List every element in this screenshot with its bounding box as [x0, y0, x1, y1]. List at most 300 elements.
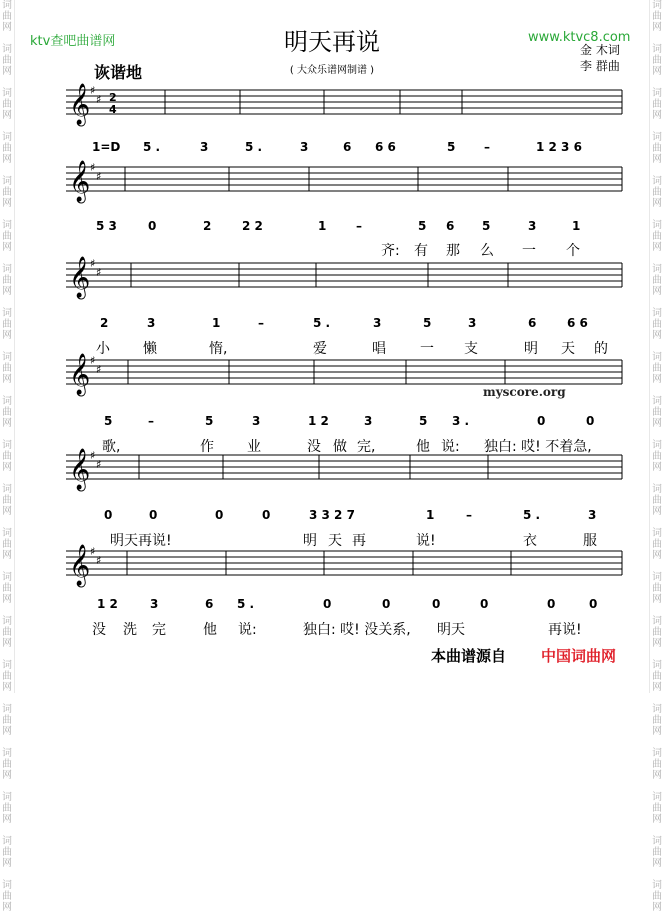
sharp-icon: ♯: [96, 363, 102, 376]
watermark-glyph: 词: [652, 396, 662, 407]
staff-system: [66, 84, 626, 125]
lyric-word: 惰,: [209, 341, 228, 357]
watermark-gap: [0, 341, 14, 352]
composer-credit: 李 群曲: [580, 59, 620, 73]
watermark-gap: [0, 253, 14, 264]
watermark-gap: [650, 165, 664, 176]
jianpu-note: 0: [215, 508, 224, 522]
treble-clef-icon: 𝄞: [69, 449, 91, 490]
watermark-glyph: 词: [652, 264, 662, 275]
watermark-gap: [650, 77, 664, 88]
watermark-glyph: 词: [2, 176, 12, 187]
source-label: 本曲谱源自: [431, 647, 507, 665]
lyric-word: 说:: [238, 622, 257, 638]
watermark-glyph: 网: [2, 770, 12, 781]
jianpu-note: 3: [300, 140, 309, 154]
lyric-word: 说!: [416, 533, 436, 549]
jianpu-note: 3: [147, 316, 156, 330]
sharp-icon: ♯: [96, 458, 102, 471]
jianpu-note: 5 .: [143, 140, 161, 154]
watermark-glyph: 词: [652, 616, 662, 627]
watermark-glyph: 词: [652, 484, 662, 495]
jianpu-note: 0: [148, 219, 157, 233]
watermark-gap: [0, 121, 14, 132]
jianpu-note: 6 6: [567, 316, 588, 330]
watermark-glyph: 词: [652, 352, 662, 363]
jianpu-note: 3: [373, 316, 382, 330]
watermark-glyph: 词: [2, 484, 12, 495]
watermark-glyph: 词: [2, 616, 12, 627]
jianpu-note: 5 .: [237, 597, 255, 611]
treble-clef-icon: 𝄞: [69, 84, 91, 125]
watermark-glyph: 曲: [2, 891, 12, 902]
watermark-glyph: 曲: [652, 891, 662, 902]
watermark-glyph: 曲: [2, 715, 12, 726]
watermark-glyph: 网: [652, 462, 662, 473]
watermark-glyph: 词: [2, 792, 12, 803]
staff-system: [66, 545, 626, 586]
jianpu-note: 6: [205, 597, 214, 611]
lyric-word: 明: [524, 341, 538, 357]
lyric-word: 有: [414, 243, 428, 259]
watermark-glyph: 曲: [652, 143, 662, 154]
watermark-glyph: 曲: [2, 583, 12, 594]
watermark-gap: [0, 429, 14, 440]
watermark-glyph: 网: [652, 550, 662, 561]
lyric-word: 明天: [437, 622, 465, 638]
watermark-glyph: 词: [2, 704, 12, 715]
treble-clef-icon: 𝄞: [69, 257, 91, 298]
lyric-word: 那: [446, 243, 460, 259]
watermark-glyph: 网: [652, 814, 662, 825]
watermark-gap: [0, 737, 14, 748]
staff-system: [66, 161, 626, 202]
watermark-glyph: 曲: [2, 539, 12, 550]
jianpu-note: 3: [200, 140, 209, 154]
lyric-word: 做: [333, 439, 347, 455]
lyric-word: 一: [522, 243, 536, 259]
watermark-glyph: 词: [2, 660, 12, 671]
watermark-gap: [0, 649, 14, 660]
jianpu-note: 6: [528, 316, 537, 330]
watermark-glyph: 词: [2, 132, 12, 143]
watermark-glyph: 网: [652, 902, 662, 913]
time-signature: 4: [109, 103, 117, 116]
watermark-glyph: 词: [652, 440, 662, 451]
watermark-glyph: 网: [2, 682, 12, 693]
watermark-gap: [0, 561, 14, 572]
watermark-gap: [0, 473, 14, 484]
watermark-glyph: 词: [652, 836, 662, 847]
watermark-gap: [0, 165, 14, 176]
jianpu-note: 0: [537, 414, 546, 428]
watermark-gap: [0, 517, 14, 528]
lyric-word: 天: [561, 341, 575, 357]
jianpu-note: 6 6: [375, 140, 396, 154]
watermark-gap: [650, 209, 664, 220]
watermark-gap: [650, 385, 664, 396]
jianpu-note: 0: [262, 508, 271, 522]
watermark-glyph: 曲: [2, 11, 12, 22]
watermark-glyph: 曲: [2, 363, 12, 374]
watermark-glyph: 曲: [652, 99, 662, 110]
jianpu-note: 0: [104, 508, 113, 522]
watermark-glyph: 曲: [2, 187, 12, 198]
jianpu-note: 5: [447, 140, 456, 154]
watermark-gap: [0, 605, 14, 616]
watermark-glyph: 曲: [2, 671, 12, 682]
watermark-glyph: 词: [2, 264, 12, 275]
watermark-glyph: 词: [652, 132, 662, 143]
watermark-glyph: 网: [2, 638, 12, 649]
watermark-gap: [650, 825, 664, 836]
jianpu-note: 5: [205, 414, 214, 428]
jianpu-note: 5: [482, 219, 491, 233]
jianpu-note: 5 .: [245, 140, 263, 154]
watermark-glyph: 词: [652, 572, 662, 583]
jianpu-note: 5 .: [523, 508, 541, 522]
watermark-glyph: 曲: [2, 451, 12, 462]
lyric-word: 再说!: [548, 622, 582, 638]
jianpu-note: 0: [589, 597, 598, 611]
jianpu-note: 5: [423, 316, 432, 330]
watermark-gap: [0, 297, 14, 308]
lyric-word: 齐:: [381, 243, 400, 259]
watermark-glyph: 网: [652, 374, 662, 385]
jianpu-note: 1: [212, 316, 221, 330]
lyric-word: 支: [464, 341, 478, 357]
watermark-glyph: 曲: [2, 99, 12, 110]
watermark-glyph: 网: [2, 330, 12, 341]
watermark-gap: [650, 297, 664, 308]
watermark-glyph: 曲: [652, 803, 662, 814]
watermark-glyph: 曲: [652, 715, 662, 726]
lyric-word: 业: [247, 439, 261, 455]
watermark-glyph: 曲: [2, 627, 12, 638]
watermark-glyph: 网: [2, 418, 12, 429]
watermark-gap: [650, 429, 664, 440]
watermark-gap: [650, 649, 664, 660]
lyric-word: 他: [416, 439, 430, 455]
lyric-word: 小: [96, 341, 110, 357]
watermark-glyph: 词: [2, 836, 12, 847]
jianpu-note: 1=D: [92, 140, 121, 154]
lyric-word: 一: [420, 341, 434, 357]
watermark-glyph: 曲: [652, 363, 662, 374]
sharp-icon: ♯: [90, 84, 96, 97]
watermark-glyph: 网: [652, 770, 662, 781]
lyric-word: 明天再说!: [110, 533, 172, 549]
jianpu-note: 0: [382, 597, 391, 611]
jianpu-note: 3: [150, 597, 159, 611]
watermark-glyph: 曲: [652, 275, 662, 286]
lyric-word: 没: [307, 439, 321, 455]
watermark-glyph: 曲: [652, 847, 662, 858]
jianpu-note: 5 3: [96, 219, 117, 233]
lyric-word: 作: [200, 439, 214, 455]
sharp-icon: ♯: [90, 545, 96, 558]
watermark-glyph: 曲: [2, 143, 12, 154]
watermark-glyph: 网: [652, 594, 662, 605]
watermark-glyph: 曲: [2, 55, 12, 66]
site-url-right: www.ktvc8.com: [528, 30, 631, 45]
watermark-glyph: 曲: [2, 495, 12, 506]
watermark-glyph: 词: [652, 528, 662, 539]
jianpu-note: –: [484, 140, 490, 154]
watermark-glyph: 曲: [652, 231, 662, 242]
watermark-glyph: 词: [2, 748, 12, 759]
watermark-glyph: 词: [2, 572, 12, 583]
lyric-word: 天: [328, 533, 342, 549]
watermark-glyph: 网: [2, 66, 12, 77]
lyric-word: 么: [480, 243, 494, 259]
watermark-glyph: 网: [652, 22, 662, 33]
watermark-glyph: 词: [652, 704, 662, 715]
jianpu-note: 5: [104, 414, 113, 428]
watermark-glyph: 词: [2, 880, 12, 891]
watermark-gap: [0, 77, 14, 88]
lyric-word: 他: [203, 622, 217, 638]
watermark-glyph: 曲: [652, 319, 662, 330]
jianpu-note: 5 .: [313, 316, 331, 330]
jianpu-note: 0: [323, 597, 332, 611]
jianpu-note: 0: [432, 597, 441, 611]
jianpu-note: –: [258, 316, 264, 330]
watermark-glyph: 网: [2, 858, 12, 869]
watermark-text: myscore.org: [483, 385, 566, 399]
watermark-glyph: 曲: [652, 11, 662, 22]
lyric-word: 懒: [143, 341, 157, 357]
page-title: 明天再说: [284, 28, 380, 56]
watermark-glyph: 词: [652, 0, 662, 11]
watermark-glyph: 网: [2, 110, 12, 121]
watermark-gap: [650, 605, 664, 616]
watermark-glyph: 网: [652, 682, 662, 693]
lyric-word: 明: [303, 533, 317, 549]
sharp-icon: ♯: [90, 257, 96, 270]
watermark-glyph: 曲: [2, 319, 12, 330]
watermark-gap: [650, 253, 664, 264]
lyric-word: 衣: [523, 533, 537, 549]
sharp-icon: ♯: [90, 161, 96, 174]
watermark-glyph: 词: [2, 220, 12, 231]
watermark-glyph: 词: [2, 88, 12, 99]
watermark-glyph: 网: [652, 198, 662, 209]
watermark-gap: [650, 473, 664, 484]
jianpu-note: –: [148, 414, 154, 428]
subtitle: ( 大众乐谱网制谱 ): [289, 65, 375, 76]
jianpu-note: 1 2: [97, 597, 118, 611]
watermark-gap: [0, 913, 14, 924]
watermark-gap: [0, 385, 14, 396]
time-signature: 2: [109, 91, 117, 104]
lyric-word: 的: [594, 341, 608, 357]
watermark-glyph: 曲: [652, 451, 662, 462]
jianpu-note: 5: [419, 414, 428, 428]
watermark-glyph: 网: [652, 330, 662, 341]
watermark-glyph: 网: [2, 154, 12, 165]
jianpu-note: 6: [343, 140, 352, 154]
jianpu-note: 0: [480, 597, 489, 611]
watermark-gap: [650, 737, 664, 748]
jianpu-note: 2: [203, 219, 212, 233]
watermark-gap: [650, 693, 664, 704]
watermark-gap: [0, 825, 14, 836]
jianpu-note: 3 3 2 7: [309, 508, 355, 522]
sharp-icon: ♯: [96, 170, 102, 183]
jianpu-note: –: [356, 219, 362, 233]
jianpu-note: 6: [446, 219, 455, 233]
side-watermark-left: [0, 0, 15, 913]
watermark-glyph: 网: [652, 726, 662, 737]
lyric-word: 服: [583, 533, 597, 549]
lyric-word: 个: [566, 243, 580, 259]
watermark-glyph: 网: [2, 550, 12, 561]
watermark-gap: [0, 209, 14, 220]
lyric-word: 独白: 哎! 不着急,: [484, 439, 592, 455]
jianpu-note: 0: [586, 414, 595, 428]
lyric-word: 唱: [372, 341, 386, 357]
jianpu-note: 0: [149, 508, 158, 522]
watermark-glyph: 曲: [652, 55, 662, 66]
watermark-glyph: 网: [652, 858, 662, 869]
watermark-glyph: 曲: [2, 803, 12, 814]
watermark-glyph: 词: [652, 792, 662, 803]
source-site: 中国词曲网: [541, 647, 617, 665]
watermark-glyph: 网: [2, 594, 12, 605]
lyric-word: 完,: [357, 439, 376, 455]
jianpu-note: 3 .: [452, 414, 470, 428]
watermark-glyph: 网: [2, 286, 12, 297]
jianpu-note: 3: [468, 316, 477, 330]
watermark-glyph: 网: [2, 198, 12, 209]
watermark-glyph: 词: [2, 44, 12, 55]
jianpu-note: 1: [318, 219, 327, 233]
watermark-glyph: 网: [2, 462, 12, 473]
watermark-glyph: 网: [2, 726, 12, 737]
jianpu-note: 2: [100, 316, 109, 330]
watermark-glyph: 词: [2, 396, 12, 407]
watermark-gap: [650, 121, 664, 132]
watermark-glyph: 曲: [652, 495, 662, 506]
lyricist-credit: 金 木词: [580, 43, 620, 57]
side-watermark-right: [649, 0, 664, 913]
watermark-glyph: 曲: [652, 539, 662, 550]
watermark-glyph: 词: [652, 176, 662, 187]
jianpu-note: 5: [418, 219, 427, 233]
jianpu-note: 1: [572, 219, 581, 233]
watermark-glyph: 词: [2, 528, 12, 539]
watermark-glyph: 网: [2, 814, 12, 825]
watermark-glyph: 曲: [652, 671, 662, 682]
watermark-glyph: 曲: [2, 231, 12, 242]
watermark-glyph: 网: [652, 110, 662, 121]
watermark-glyph: 词: [2, 352, 12, 363]
watermark-glyph: 词: [652, 308, 662, 319]
jianpu-note: 3: [528, 219, 537, 233]
watermark-glyph: 曲: [652, 759, 662, 770]
watermark-gap: [650, 517, 664, 528]
watermark-glyph: 曲: [652, 187, 662, 198]
treble-clef-icon: 𝄞: [69, 354, 91, 395]
staff-system: [66, 449, 626, 490]
sharp-icon: ♯: [96, 554, 102, 567]
watermark-glyph: 曲: [2, 275, 12, 286]
lyric-word: 没: [92, 622, 106, 638]
jianpu-note: 3: [252, 414, 261, 428]
watermark-gap: [650, 341, 664, 352]
watermark-glyph: 网: [2, 22, 12, 33]
treble-clef-icon: 𝄞: [69, 545, 91, 586]
lyric-word: 歌,: [102, 439, 121, 455]
watermark-glyph: 网: [2, 374, 12, 385]
watermark-gap: [650, 869, 664, 880]
watermark-gap: [650, 913, 664, 924]
lyric-word: 洗: [123, 622, 137, 638]
watermark-glyph: 曲: [2, 759, 12, 770]
watermark-gap: [0, 693, 14, 704]
tempo-marking: 诙谐地: [94, 63, 143, 82]
watermark-glyph: 曲: [652, 407, 662, 418]
sharp-icon: ♯: [96, 266, 102, 279]
jianpu-note: 3: [364, 414, 373, 428]
watermark-glyph: 词: [2, 0, 12, 11]
watermark-gap: [650, 561, 664, 572]
jianpu-note: 1 2 3 6: [536, 140, 582, 154]
watermark-glyph: 词: [652, 220, 662, 231]
watermark-glyph: 网: [2, 506, 12, 517]
watermark-gap: [650, 781, 664, 792]
jianpu-note: 1: [426, 508, 435, 522]
watermark-glyph: 曲: [652, 583, 662, 594]
sharp-icon: ♯: [90, 354, 96, 367]
sharp-icon: ♯: [90, 449, 96, 462]
lyric-word: 说:: [441, 439, 460, 455]
watermark-gap: [0, 869, 14, 880]
lyric-word: 完: [152, 622, 166, 638]
watermark-glyph: 网: [652, 638, 662, 649]
watermark-glyph: 网: [652, 418, 662, 429]
watermark-gap: [0, 781, 14, 792]
watermark-glyph: 词: [652, 880, 662, 891]
lyric-word: 爱: [313, 341, 327, 357]
watermark-glyph: 网: [652, 242, 662, 253]
watermark-glyph: 曲: [2, 847, 12, 858]
watermark-glyph: 曲: [652, 627, 662, 638]
lyric-word: 再: [352, 533, 366, 549]
watermark-glyph: 网: [652, 66, 662, 77]
jianpu-note: 2 2: [242, 219, 263, 233]
jianpu-note: 0: [547, 597, 556, 611]
watermark-glyph: 网: [652, 154, 662, 165]
watermark-glyph: 词: [652, 88, 662, 99]
jianpu-note: 1 2: [308, 414, 329, 428]
watermark-glyph: 词: [652, 660, 662, 671]
watermark-glyph: 网: [652, 286, 662, 297]
watermark-glyph: 词: [652, 44, 662, 55]
jianpu-note: 3: [588, 508, 597, 522]
watermark-glyph: 词: [652, 748, 662, 759]
watermark-glyph: 网: [2, 902, 12, 913]
watermark-glyph: 词: [2, 308, 12, 319]
jianpu-note: –: [466, 508, 472, 522]
treble-clef-icon: 𝄞: [69, 161, 91, 202]
lyric-word: 独白: 哎! 没关系,: [303, 622, 411, 638]
watermark-glyph: 网: [652, 506, 662, 517]
sharp-icon: ♯: [96, 93, 102, 106]
watermark-glyph: 词: [2, 440, 12, 451]
watermark-glyph: 曲: [2, 407, 12, 418]
